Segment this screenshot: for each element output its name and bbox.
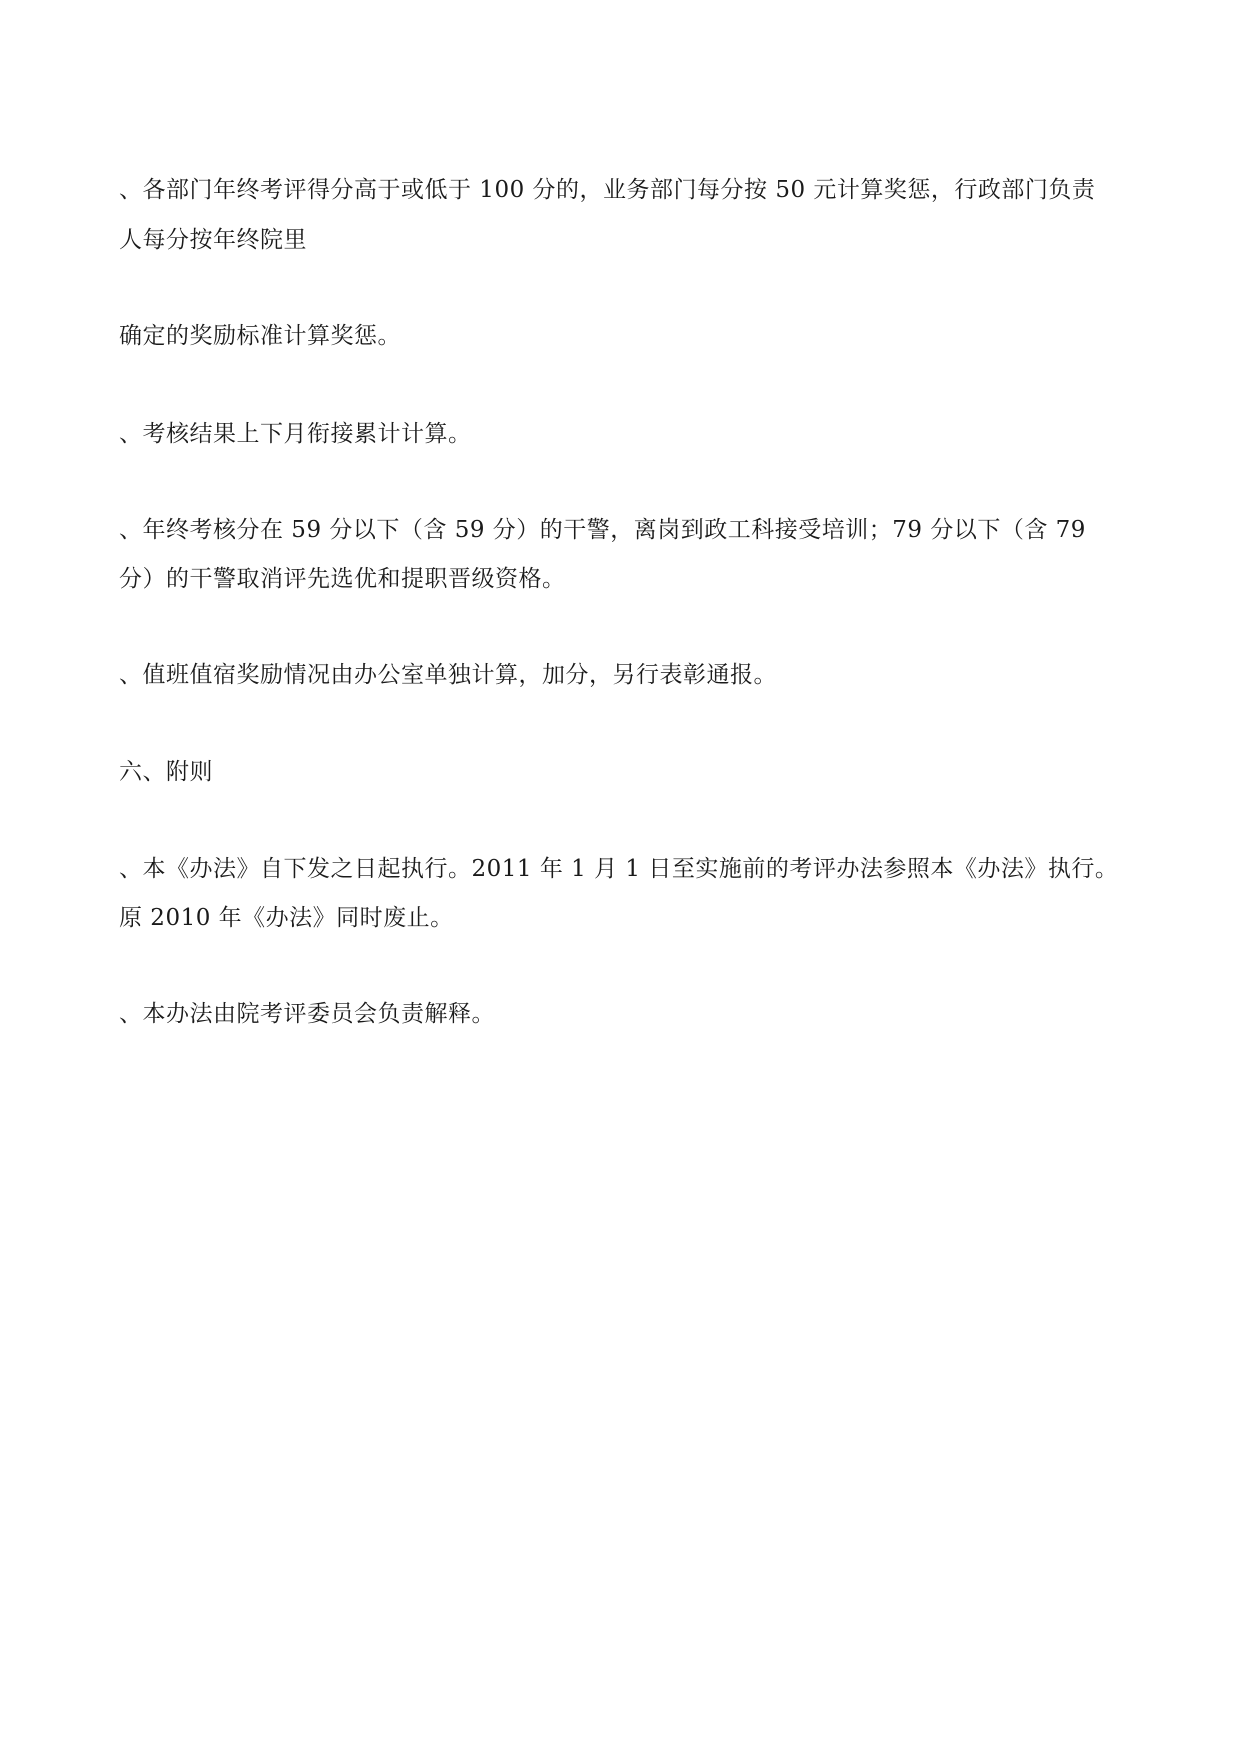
paragraph-5-line-1: 、值班值宿奖励情况由办公室单独计算，加分，另行表彰通报。 [119, 662, 777, 688]
paragraph-7-line-1: 、本《办法》自下发之日起执行。2011 年 1 月 1 日至实施前的考评办法参照本《办法》执行。 [119, 856, 1119, 882]
paragraph-1-line-1: 、各部门年终考评得分高于或低于 100 分的，业务部门每分按 50 元计算奖惩，行政部门负责 [119, 177, 1096, 203]
paragraph-3-line-1: 、考核结果上下月衔接累计计算。 [119, 421, 472, 447]
paragraph-8-line-1: 、本办法由院考评委员会负责解释。 [119, 1001, 495, 1027]
paragraph-2-line-1: 确定的奖励标准计算奖惩。 [119, 323, 401, 349]
paragraph-1-line-2: 人每分按年终院里 [119, 227, 307, 253]
section-heading-appendix: 六、附则 [119, 759, 213, 785]
paragraph-4-line-1: 、年终考核分在 59 分以下（含 59 分）的干警，离岗到政工科接受培训；79 分以下（含 79 [119, 517, 1086, 543]
paragraph-4-line-2: 分）的干警取消评先选优和提职晋级资格。 [119, 566, 566, 592]
paragraph-7-line-2: 原 2010 年《办法》同时废止。 [119, 905, 454, 931]
